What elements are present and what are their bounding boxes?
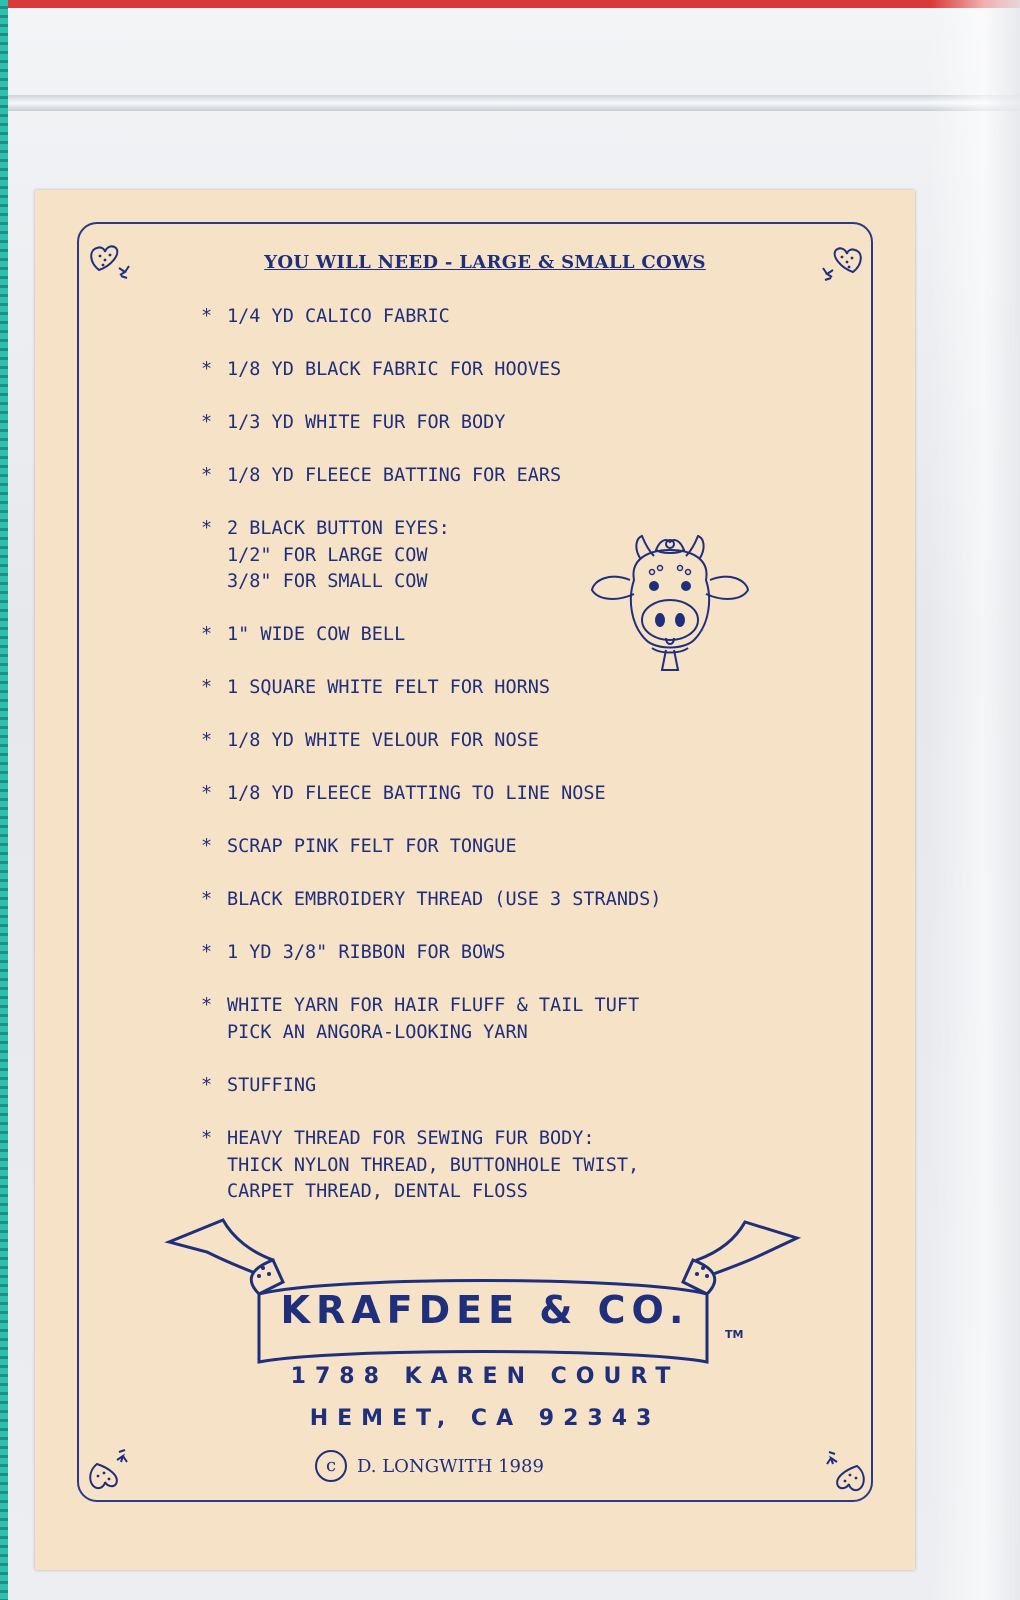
- supply-item-text: 1/8 YD FLEECE BATTING TO LINE NOSE: [227, 783, 606, 804]
- bullet-star: *: [201, 730, 213, 751]
- supply-item: [201, 357, 561, 384]
- copyright-text: D. LONGWITH 1989: [357, 1455, 544, 1477]
- supply-item-line: [201, 1126, 639, 1153]
- pattern-sheet: [35, 190, 915, 1570]
- supply-item-line: [201, 1179, 639, 1206]
- supply-item: [201, 993, 639, 1046]
- bullet-star: *: [201, 465, 213, 486]
- heart-corner-icon: [811, 1444, 871, 1504]
- supply-item-text: 1/3 YD WHITE FUR FOR BODY: [227, 412, 506, 433]
- supply-item-line: [201, 728, 539, 755]
- supply-item-line: [201, 543, 450, 570]
- supply-item: [201, 304, 450, 331]
- supply-item: [201, 781, 606, 808]
- zip-seal: [8, 95, 1020, 111]
- supply-item: [201, 675, 550, 702]
- bullet-star: [201, 543, 227, 570]
- supply-item-text: 1/8 YD WHITE VELOUR FOR NOSE: [227, 730, 539, 751]
- supply-item-line: [201, 940, 505, 967]
- supply-item-line: [201, 569, 450, 596]
- bag-red-stripe: [0, 0, 1020, 8]
- supply-item-line: [201, 357, 561, 384]
- supply-item-text: 2 BLACK BUTTON EYES:: [227, 518, 450, 539]
- supply-item: [201, 463, 561, 490]
- supply-item-text: WHITE YARN FOR HAIR FLUFF & TAIL TUFT: [227, 995, 640, 1016]
- supply-item-line: [201, 675, 550, 702]
- heart-corner-icon: [807, 232, 867, 292]
- supply-item-text: HEAVY THREAD FOR SEWING FUR BODY:: [227, 1128, 595, 1149]
- bullet-star: *: [201, 783, 213, 804]
- address-street: 1788 KAREN COURT: [290, 1364, 680, 1389]
- supply-item: [201, 728, 539, 755]
- supply-item-line: [201, 993, 639, 1020]
- supply-item-text: BLACK EMBROIDERY THREAD (USE 3 STRANDS): [227, 889, 662, 910]
- bullet-star: *: [201, 412, 213, 433]
- supply-item-line: [201, 516, 450, 543]
- copyright-icon: c: [315, 1450, 347, 1482]
- supply-item-text: 1 SQUARE WHITE FELT FOR HORNS: [227, 677, 551, 698]
- bullet-star: [201, 1179, 227, 1206]
- bullet-star: *: [201, 836, 213, 857]
- bullet-star: *: [201, 995, 213, 1016]
- supply-item-line: [201, 887, 661, 914]
- supplies-heading: YOU WILL NEED - LARGE & SMALL COWS: [264, 252, 706, 273]
- supply-item: [201, 516, 450, 596]
- supply-item: [201, 887, 661, 914]
- supply-item-text: SCRAP PINK FELT FOR TONGUE: [227, 836, 517, 857]
- supply-item: [201, 1126, 639, 1206]
- bag-glare: [930, 0, 1020, 1600]
- supply-item-line: [201, 410, 505, 437]
- supply-item-line: [201, 1073, 316, 1100]
- supply-item-line: [201, 1020, 639, 1047]
- supply-item-line: [201, 834, 517, 861]
- supply-item: [201, 834, 517, 861]
- trademark-mark: TM: [725, 1328, 744, 1341]
- address-city: HEMET, CA 92343: [309, 1406, 661, 1431]
- bullet-star: *: [201, 359, 213, 380]
- bullet-star: *: [201, 306, 213, 327]
- brand-name: KRAFDEE & CO.: [280, 1288, 690, 1332]
- supply-item-text: 1/8 YD BLACK FABRIC FOR HOOVES: [227, 359, 562, 380]
- heart-corner-icon: [83, 1442, 143, 1502]
- supply-item-text: 1/2" FOR LARGE COW: [227, 544, 428, 566]
- bullet-star: *: [201, 624, 213, 645]
- supply-item: [201, 940, 505, 967]
- supply-item-line: [201, 304, 450, 331]
- supply-item-line: [201, 1153, 639, 1180]
- bullet-star: *: [201, 1075, 213, 1096]
- bullet-star: *: [201, 677, 213, 698]
- supply-item-text: 1 YD 3/8" RIBBON FOR BOWS: [227, 942, 506, 963]
- supply-item-text: THICK NYLON THREAD, BUTTONHOLE TWIST,: [227, 1154, 640, 1176]
- supply-item-text: CARPET THREAD, DENTAL FLOSS: [227, 1181, 528, 1202]
- supply-item-text: 1" WIDE COW BELL: [227, 624, 406, 645]
- cow-head-illustration: [590, 528, 750, 688]
- supply-item-text: PICK AN ANGORA-LOOKING YARN: [227, 1021, 528, 1043]
- supply-item-text: 1/4 YD CALICO FABRIC: [227, 306, 450, 327]
- supply-item-text: 3/8" FOR SMALL COW: [227, 571, 428, 592]
- supply-item: [201, 622, 405, 649]
- supply-item-line: [201, 781, 606, 808]
- copyright-notice: [315, 1450, 655, 1482]
- bag-left-edge: [0, 0, 8, 1600]
- bullet-star: *: [201, 889, 213, 910]
- supply-item: [201, 1073, 316, 1100]
- bullet-star: *: [201, 942, 213, 963]
- supply-item-line: [201, 463, 561, 490]
- supply-item-line: [201, 622, 405, 649]
- supply-item-text: STUFFING: [227, 1075, 317, 1096]
- bullet-star: [201, 569, 227, 596]
- supply-item: [201, 410, 505, 437]
- bullet-star: *: [201, 518, 213, 539]
- supply-item-text: 1/8 YD FLEECE BATTING FOR EARS: [227, 465, 562, 486]
- bullet-star: [201, 1153, 227, 1180]
- heart-corner-icon: [85, 230, 145, 290]
- bullet-star: [201, 1020, 227, 1047]
- bullet-star: *: [201, 1128, 213, 1149]
